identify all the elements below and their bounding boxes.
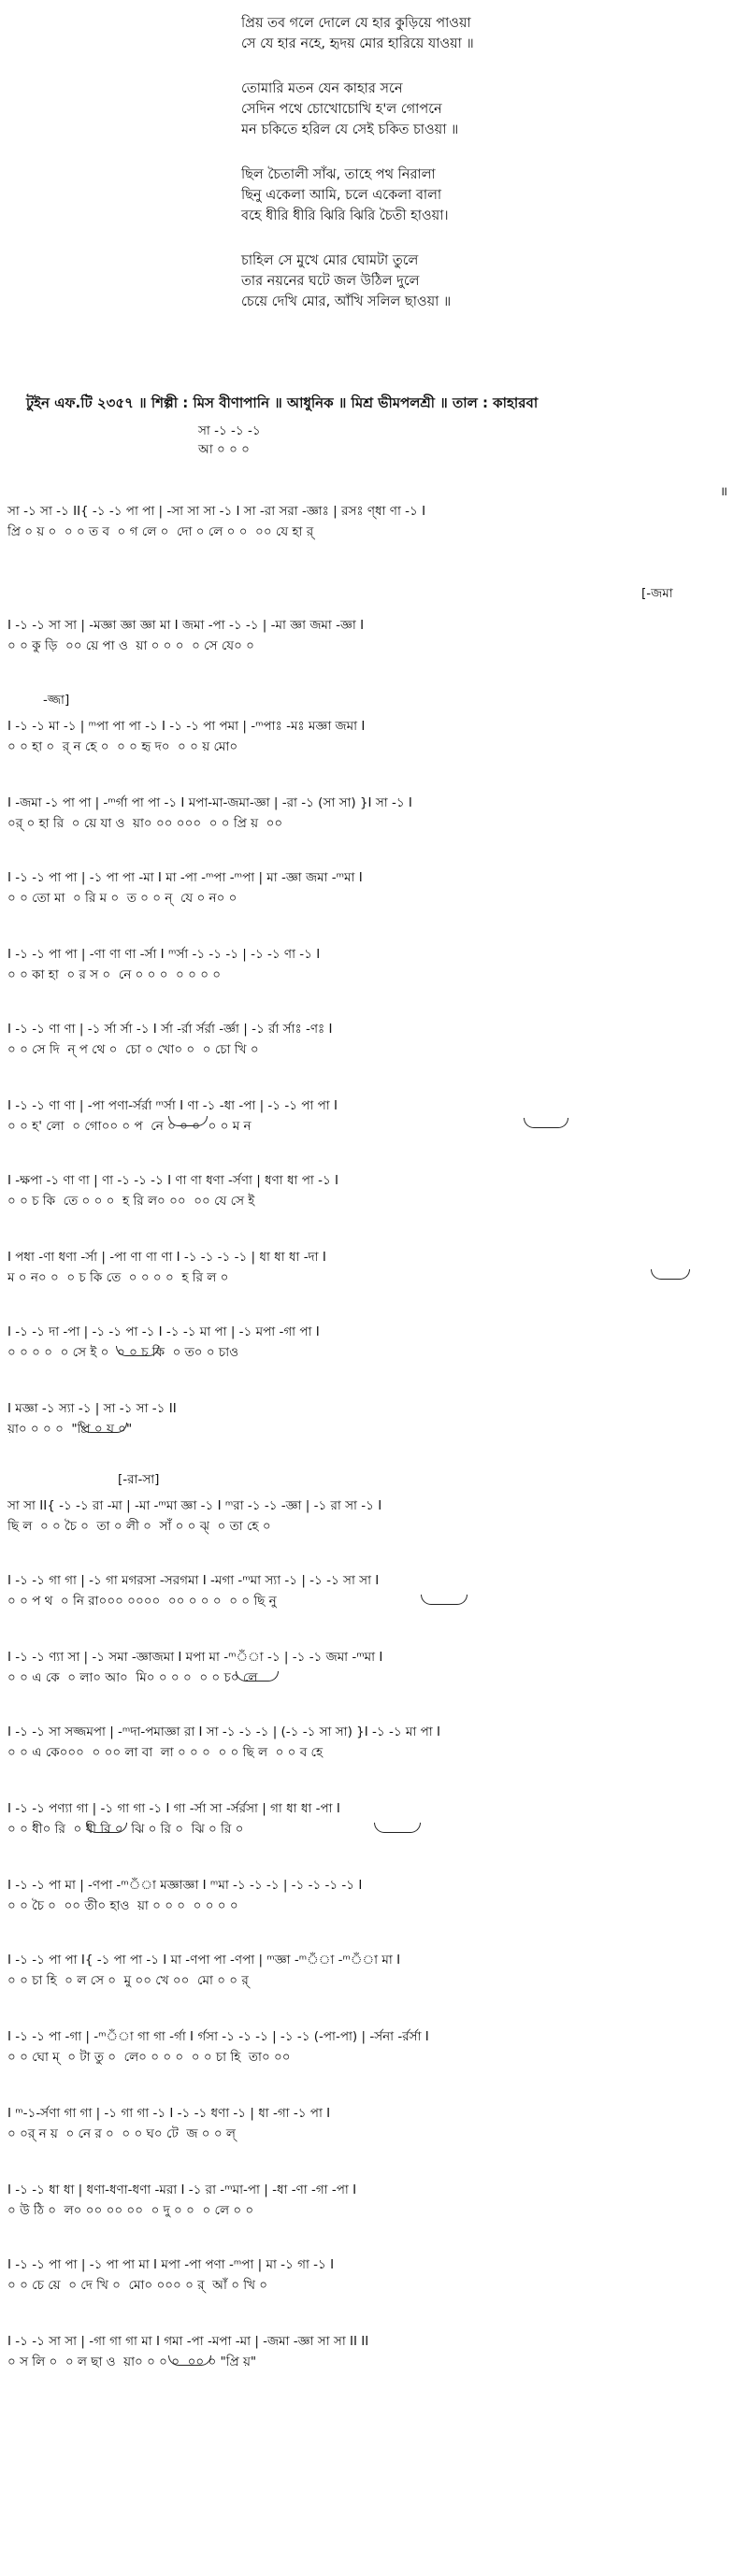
lyric-syllable-line: ০ স লি ০ ০ ল ছা ও য়া০ ০ ০ ০ ০০ ০ "প্রি য়"	[7, 2354, 257, 2369]
swara-line: I -১ -১ পা -গা | -ᵐঁা গা গা -র্গা I র্গসা -১ -১ -১ | -১ -১ (-পা-পা) | -র্সনা -র্রর্সা I	[7, 2029, 429, 2044]
lyric-syllable-line: ০ ০ প থ ০ নি রা০০০ ০০০০ ০০ ০ ০ ০ ০ ০ ছি নু	[7, 1594, 277, 1609]
swara-line: I -১ -১ সা সা | -গা গা গা মা I গমা -পা -মপা -মা | -জমা -জ্ঞা সা সা II II	[7, 2334, 369, 2349]
lyric-syllable-line: ০ ০র্ ন য় ০ নে র ০ ০ ০ ঘ০ টে জ ০ ০ ল্	[7, 2126, 236, 2141]
lyric-syllable-line: ০ ০ ঘো ম্ ০ টা তু ০ লে০ ০ ০ ০ ০ ০ চা হি তা০ ০০	[7, 2050, 291, 2065]
section-marker: -জ্জা]	[43, 693, 70, 708]
slur-mark	[421, 1595, 468, 1605]
lyric-syllable-line: ছি ল ০ ০ চৈ ০ তা ০ লী ০ সাঁ ০ ০ ঝ্ ০ তা হে ০	[7, 1519, 271, 1534]
swara-line: I -১ -১ সা সজ্জমপা | -ᵐদা-পমাজ্ঞা রা I সা -১ -১ -১ | (-১ -১ সা সা) }I -১ -১ মা পা I	[7, 1724, 440, 1739]
lyric-syllable-line: ০ ০ কা হা ০ র স ০ নে ০ ০ ০ ০ ০ ০ ০	[7, 967, 222, 982]
swara-line: I -১ -১ মা -১ | ᵐপা পা পা -১ I -১ -১ পা পমা | -ᵐপাঃ -মঃ মজ্ঞা জমা I	[7, 719, 366, 734]
swara-line: I -১ -১ পা পা I{ -১ পা পা -১ I মা -ণপা পা -ণপা | ᵐজ্ঞা -ᵐঁা -ᵐঁা মা I	[7, 1953, 401, 1968]
slur-mark	[524, 1118, 568, 1128]
slur-mark	[168, 2355, 211, 2366]
swara-line: I -১ -১ পা পা | -১ পা পা মা I মপা -পা পণা -ᵐপা | মা -১ গা -১ I	[7, 2257, 335, 2272]
stanza	[241, 13, 727, 54]
lyric-syllable-line: ০ উ ঠি ০ ল০ ০০ ০০ ০০ ০ দু ০ ০ ০ লে ০ ০	[7, 2203, 254, 2218]
lyric-syllable-line: ০ ০ তো মা ০ রি ম ০ ত ০ ০ ন্ যে ০ ন০ ০	[7, 891, 237, 906]
stanza	[241, 79, 727, 140]
swara-line: I -১ -১ সা সা | -মজ্ঞা জ্ঞা জ্ঞা মা I জমা -পা -১ -১ | -মা জ্ঞা জমা -জ্ঞা I	[7, 618, 365, 633]
lyric-syllable-line: ০ ০ চে য়ে ০ দে খি ০ মো০ ০০০ ০ র্ আঁ ০ খি ০	[7, 2278, 268, 2293]
song-lyrics	[241, 13, 727, 336]
swara-line: সা সা II{ -১ -১ রা -মা | -মা -ᵐমা জ্ঞা -১ I ᵐরা -১ -১ -জ্ঞা | -১ রা সা -১ I	[7, 1498, 382, 1513]
slur-mark	[374, 1823, 421, 1833]
slur-mark	[116, 1346, 159, 1356]
lyric-line: প্রিয় তব গলে দোলে যে হার কুড়িয়ে পাওয়া	[241, 16, 471, 31]
swara-line: I -১ -১ ধা ধা | ধণা-ধণা-ধণা -মরা I -১ রা -ᵐমা-পা | -ধা -ণা -গা -পা I	[7, 2182, 357, 2197]
swara-line: I -১ -১ ণ্যা সা | -১ সমা -জ্ঞাজমা I মপা মা -ᵐঁা -১ | -১ -১ জমা -ᵐমা I	[7, 1650, 383, 1665]
lyric-syllable-line: প্রি ০ য় ০ ০ ০ ত ব ০ গ লে ০ দো ০ লে ০ ০ ০০ যে হা র্	[7, 524, 314, 539]
swara-line: I -১ -১ পা পা | -১ পা পা -মা I মা -পা -ᵐপা -ᵐপা | মা -জ্ঞা জমা -ᵐমা I	[7, 870, 363, 885]
lyric-line: ছিনু একেলা আমি, চলে একেলা বালা	[241, 188, 442, 203]
lyric-syllable-line: আ ০ ০ ০	[198, 442, 250, 457]
lyric-line: বহে ধীরি ধীরি ঝিরি ঝিরি চৈতী হাওয়া।	[241, 208, 449, 223]
lyric-line: সেদিন পথে চোখোচোখি হ'ল গোপনে	[241, 102, 442, 117]
lyric-syllable-line: ০ ০ হা ০ র্ ন হে ০ ০ ০ হৃ দ০ ০ ০ য় মো০	[7, 739, 238, 754]
lyric-syllable-line: ম ০ ন০ ০ ০ চ কি তে ০ ০ ০ ০ হ রি ল ০	[7, 1270, 229, 1285]
stanza	[241, 250, 727, 312]
lyric-syllable-line: ০ ০ ধী০ রি ০ ধী রি ০ ঝি ০ রি ০ ঝি ০ রি ০	[7, 1822, 244, 1837]
lyric-syllable-line: ০র্ ০ হা রি ০ য়ে যা ও য়া০ ০০ ০০০ ০ ০ প্রি য় ০০	[7, 816, 283, 831]
swara-line: I -১ -১ ণা ণা | -পা পণা-র্সর্রা ᵐর্সা I ণা -১ -ধা -পা | -১ -১ পা পা I	[7, 1098, 338, 1113]
lyric-syllable-line: ০ ০ এ কে ০ লা০ আ০ মি০ ০ ০ ০ ০ ০ চ০ লে	[7, 1670, 258, 1685]
slur-mark	[80, 1423, 127, 1433]
swara-line: I -১ -১ ণা ণা | -১ র্সা র্সা -১ I র্সা -র্রা র্সর্রা -র্জ্ঞা | -১ র্রা র্সাঃ -ণঃ I	[7, 1022, 333, 1037]
lyric-line: ছিল চৈতালী সাঁঝ, তাহে পথ নিরালা	[241, 167, 436, 182]
slur-mark	[651, 1269, 690, 1280]
slur-mark	[168, 1116, 208, 1126]
swara-line: I -১ -১ দা -পা | -১ -১ পা -১ I -১ -১ মা পা | -১ মপা -গা পা I	[7, 1324, 320, 1339]
lyric-syllable-line: ০ ০ চৈ ০ ০০ তী০ হাও য়া ০ ০ ০ ০ ০ ০ ০	[7, 1898, 238, 1913]
swara-line: I -১ -১ পা পা | -ণা ণা ণা -র্সা I ᵐর্সা -১ -১ -১ | -১ -১ ণা -১ I	[7, 947, 321, 962]
section-marker: ॥	[720, 484, 728, 499]
lyric-syllable-line: ০ ০ হ' লো ০ গো০০ ০ প নে ০ ০ ০ ০ ০ ম ন	[7, 1119, 252, 1134]
stanza	[241, 165, 727, 226]
lyric-syllable-line: ০ ০ চা হি ০ ল সে ০ মু ০০ খে ০০ মো ০ ০ র্	[7, 1973, 249, 1988]
lyric-syllable-line: ০ ০ কু ড়ি ০০ য়ে পা ও য়া ০ ০ ০ ০ সে যে০ ০	[7, 638, 254, 653]
lyric-line: সে যে হার নহে, হৃদয় মোর হারিয়ে যাওয়া ॥	[241, 36, 474, 51]
lyric-line: চেয়ে দেখি মোর, আঁখি সলিল ছাওয়া ॥	[241, 294, 452, 309]
swara-line: I মজ্ঞা -১ স্যা -১ | সা -১ সা -১ II	[7, 1401, 177, 1416]
swara-line: I ᵐ-১-র্সণা গা গা | -১ গা গা -১ I -১ -১ ধণা -১ | ধা -গা -১ পা I	[7, 2106, 331, 2121]
lyric-line: চাহিল সে মুখে মোর ঘোমটা তুলে	[241, 253, 419, 268]
swara-line: I -১ -১ গা গা | -১ গা মগরসা -সরগমা I -মগা -ᵐমা স্যা -১ | -১ -১ সা সা I	[7, 1573, 380, 1588]
lyric-syllable-line: ০ ০ সে দি ন্ প থে ০ চো ০ খো০ ০ ০ চো খি ০	[7, 1042, 259, 1057]
section-marker: [-রা-সা]	[118, 1472, 160, 1487]
record-header: টুইন এফ.টি ২৩৫৭ ॥ শিল্পী : মিস বীণাপানি ॥ আধুনিক ॥ মিশ্র ভীমপলশ্রী ॥ তাল : কাহারবা	[26, 394, 539, 411]
swara-line: I -জমা -১ পা পা | -ᵐর্গা পা পা -১ I মপা-মা-জমা-জ্ঞা | -রা -১ (সা সা) }I সা -১ I	[7, 795, 412, 810]
lyric-syllable-line: ০ ০ এ কে০০০ ০ ০০ লা বা লা ০ ০ ০ ০ ০ ছি ল ০ ০ ব হে	[7, 1745, 324, 1760]
lyric-syllable-line: ০ ০ চ কি তে ০ ০ ০ হ রি ল০ ০০ ০০ যে সে ই	[7, 1194, 255, 1209]
swara-line: I -১ -১ পণ্যা গা | -১ গা গা -১ I গা -র্সা সা -র্সর্রসা | গা ধা ধা -পা I	[7, 1801, 340, 1816]
swara-line: I -১ -১ পা মা | -ণপা -ᵐঁা মজ্ঞাজ্ঞা I ᵐমা -১ -১ -১ | -১ -১ -১ -১ I	[7, 1878, 363, 1893]
section-marker: [-জমা	[641, 586, 673, 601]
lyric-line: তোমারি মতন যেন কাহার সনে	[241, 81, 403, 96]
swara-line: I -ক্ষপা -১ ণা ণা | ণা -১ -১ -১ I ণা ণা ধণা -র্সণা | ধণা ধা পা -১ I	[7, 1173, 339, 1188]
swara-line: সা -১ সা -১ II{ -১ -১ পা পা | -সা সা সা -১ I সা -রা সরা -জ্ঞাঃ | রসঃ ণ্ধা ণা -১ I	[7, 504, 426, 519]
lyric-syllable-line: ০ ০ ০ ০ ০ সে ই ০ ০ ০ চ কি ০ ত০ ০ চাও	[7, 1345, 239, 1360]
lyric-line: তার নয়নের ঘটে জল উঠিল দুলে	[241, 274, 420, 289]
slur-mark	[236, 1671, 279, 1682]
swara-line: I পধা -ণা ধণা -র্সা | -পা ণা ণা ণা I -১ -১ -১ -১ | ধা ধা ধা -দা I	[7, 1250, 326, 1265]
swara-line: সা -১ -১ -১	[198, 423, 261, 438]
slur-mark	[86, 1823, 127, 1833]
lyric-syllable-line: য়া০ ০ ০ ০ "প্রি ০ য় ০"	[7, 1422, 133, 1437]
lyric-line: মন চকিতে হরিল যে সেই চকিত চাওয়া ॥	[241, 122, 459, 137]
